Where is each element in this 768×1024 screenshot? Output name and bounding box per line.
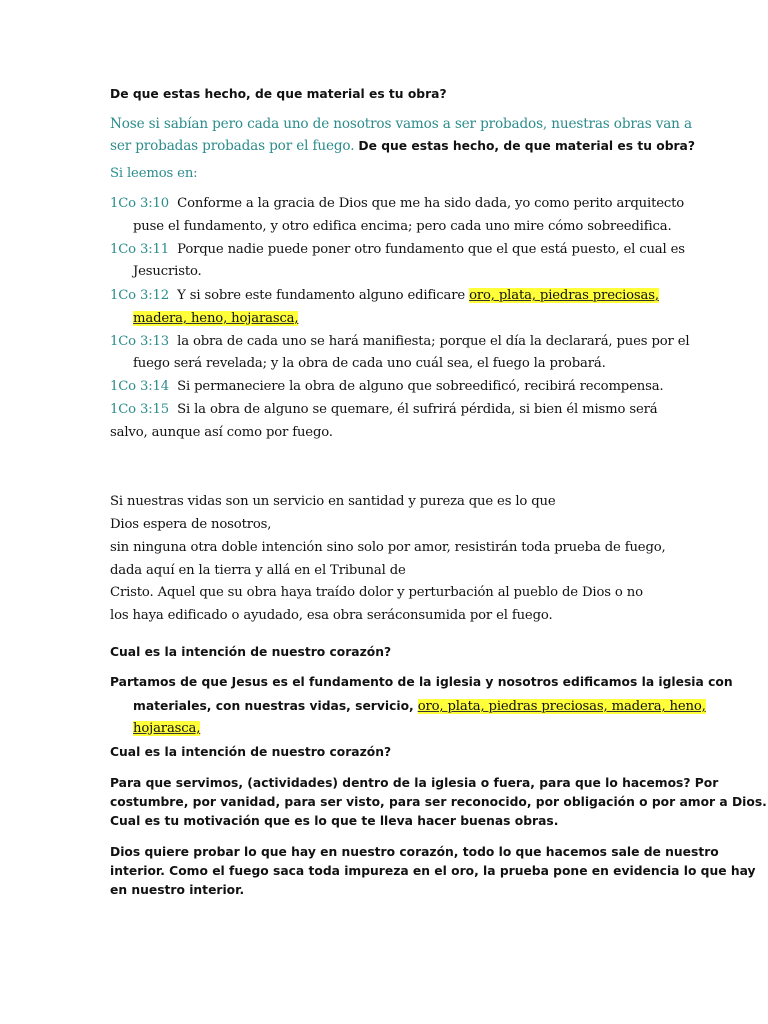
verse-3-12-cont <box>133 311 298 326</box>
verse-ref: 1Co 3:12 <box>110 288 170 303</box>
verse-text: Si la obra de alguno se quemare, él sufrirá pérdida, si bien él mismo será <box>177 402 658 417</box>
verse-text: Porque nadie puede poner otro fundamento que el que está puesto, el cual es <box>177 242 685 257</box>
para-servimos-line: costumbre, por vanidad, para ser visto, para ser reconocido, por obligación o por amor a Dios. <box>110 795 767 809</box>
question-heading: Cual es la intención de nuestro corazón? <box>110 645 392 659</box>
verse-3-10-cont: puse el fundamento, y otro edifica encima; pero cada uno mire cómo sobreedifica. <box>133 219 672 234</box>
paragraph-line: Cristo. Aquel que su obra haya traído dolor y perturbación al pueblo de Dios o no <box>110 585 643 600</box>
verse-3-11 <box>110 242 685 257</box>
paragraph-line: dada aquí en la tierra y allá en el Tribunal de <box>110 563 406 578</box>
paragraph-line: Dios espera de nosotros, <box>110 517 272 532</box>
intro-line-1: Nose si sabían pero cada uno de nosotros vamos a ser probados, nuestras obras van a <box>110 116 692 132</box>
verse-ref: 1Co 3:15 <box>110 402 170 417</box>
verse-3-15 <box>110 402 657 417</box>
dios-quiere-line: Dios quiere probar lo que hay en nuestro corazón, todo lo que hacemos sale de nuestro <box>110 845 719 859</box>
heading-question: De que estas hecho, de que material es tu obra? <box>110 87 447 101</box>
paragraph-line: sin ninguna otra doble intención sino solo por amor, resistirán toda prueba de fuego, <box>110 540 666 555</box>
highlighted-materials: oro, plata, piedras preciosas, madera, heno, <box>417 699 706 714</box>
verse-ref: 1Co 3:11 <box>110 242 170 257</box>
verse-text: Si permaneciere la obra de alguno que sobreedificó, recibirá recompensa. <box>177 379 664 394</box>
verse-ref: 1Co 3:13 <box>110 334 170 349</box>
partamos-text: materiales, con nuestras vidas, servicio, <box>133 699 414 713</box>
partamos-line-3 <box>133 719 200 737</box>
verse-3-15-cont: salvo, aunque así como por fuego. <box>110 425 333 440</box>
verse-3-14 <box>110 379 663 394</box>
para-servimos-line: Cual es tu motivación que es lo que te lleva hacer buenas obras. <box>110 814 559 828</box>
intro-line-2-question: De que estas hecho, de que material es tu obra? <box>358 139 695 153</box>
verse-text: Conforme a la gracia de Dios que me ha sido dada, yo como perito arquitecto <box>177 196 685 211</box>
partamos-line-2 <box>133 697 706 715</box>
verse-3-13-cont: fuego será revelada; y la obra de cada uno cuál sea, el fuego la probará. <box>133 356 606 371</box>
question-heading: Cual es la intención de nuestro corazón? <box>110 745 392 759</box>
verse-3-10 <box>110 196 684 211</box>
highlighted-materials: hojarasca, <box>133 721 201 736</box>
dios-quiere-line: en nuestro interior. <box>110 883 245 897</box>
highlighted-materials: oro, plata, piedras preciosas, <box>469 288 659 303</box>
verse-ref: 1Co 3:10 <box>110 196 170 211</box>
intro-line-2 <box>110 137 695 155</box>
verse-3-12 <box>110 288 659 303</box>
verse-ref: 1Co 3:14 <box>110 379 170 394</box>
verse-text: Y si sobre este fundamento alguno edificare <box>177 288 466 303</box>
intro-line-2-text: ser probadas probadas por el fuego. <box>110 138 355 154</box>
verse-3-11-cont: Jesucristo. <box>133 264 202 279</box>
paragraph-line: los haya edificado o ayudado, esa obra seráconsumida por el fuego. <box>110 608 553 623</box>
highlighted-materials: madera, heno, hojarasca, <box>133 311 299 326</box>
paragraph-line: Si nuestras vidas son un servicio en santidad y pureza que es lo que <box>110 494 556 509</box>
dios-quiere-line: interior. Como el fuego saca toda impureza en el oro, la prueba pone en evidencia lo que hay <box>110 864 756 878</box>
partamos-line-1: Partamos de que Jesus es el fundamento de la iglesia y nosotros edificamos la iglesia con <box>110 675 733 689</box>
si-leemos-label: Si leemos en: <box>110 166 198 181</box>
para-servimos-line: Para que servimos, (actividades) dentro de la iglesia o fuera, para que lo hacemos? Por <box>110 776 719 790</box>
verse-3-13 <box>110 334 689 349</box>
verse-text: la obra de cada uno se hará manifiesta; porque el día la declarará, pues por el <box>177 334 690 349</box>
